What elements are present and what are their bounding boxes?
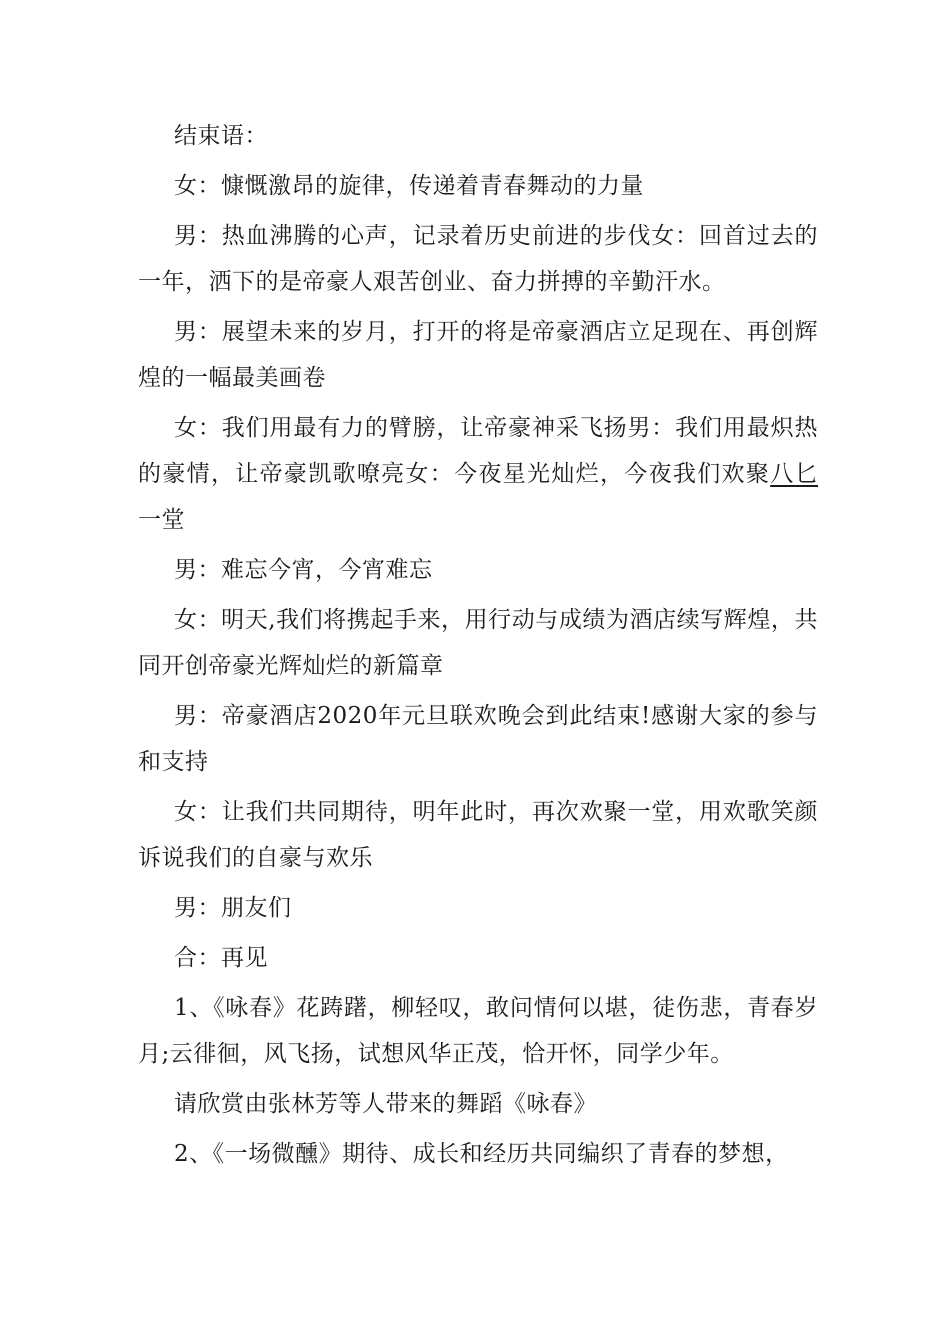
paragraph-female-1: 女：慷慨激昂的旋律，传递着青春舞动的力量	[174, 173, 644, 199]
paragraph-closing-title: 结束语：	[174, 123, 268, 149]
paragraph-together: 合：再见	[174, 945, 268, 971]
paragraph-program-1: 1、《咏春》花踌躇，柳轻叹，敢问情何以堪，徒伤悲，青春岁月;云徘徊，风飞扬，试想风华正茂，恰开怀，同学少年。	[138, 995, 818, 1067]
paragraph-male-1: 男：热血沸腾的心声，记录着历史前进的步伐女：回首过去的一年，洒下的是帝豪人艰苦创业、奋力拼搏的辛勤汗水。	[138, 223, 818, 295]
paragraph-male-5: 男：朋友们	[174, 895, 292, 921]
paragraph-male-2: 男：展望未来的岁月，打开的将是帝豪酒店立足现在、再创辉煌的一幅最美画卷	[138, 319, 818, 391]
paragraph-female-2	[138, 405, 818, 543]
underlined-text: 八匕	[770, 461, 819, 487]
paragraph-female-2-text: 女：我们用最有力的臂膀，让帝豪神采飞扬男：我们用最炽热的豪情，让帝豪凯歌嘹亮女：今夜星光灿烂，今夜我们欢聚	[138, 415, 818, 487]
paragraph-female-2-tail: 一堂	[138, 507, 185, 533]
paragraph-male-3: 男：难忘今宵，今宵难忘	[174, 557, 433, 583]
paragraph-female-3: 女：明天,我们将携起手来，用行动与成绩为酒店续写辉煌，共同开创帝豪光辉灿烂的新篇章	[138, 607, 818, 679]
paragraph-program-1-intro: 请欣赏由张林芳等人带来的舞蹈《咏春》	[174, 1091, 597, 1117]
paragraph-female-4: 女：让我们共同期待，明年此时，再次欢聚一堂，用欢歌笑颜诉说我们的自豪与欢乐	[138, 799, 818, 871]
document-body	[138, 113, 818, 1181]
paragraph-program-2: 2、《一场微醺》期待、成长和经历共同编织了青春的梦想，	[174, 1141, 789, 1167]
paragraph-male-4: 男：帝豪酒店2020年元旦联欢晚会到此结束!感谢大家的参与和支持	[138, 703, 818, 775]
